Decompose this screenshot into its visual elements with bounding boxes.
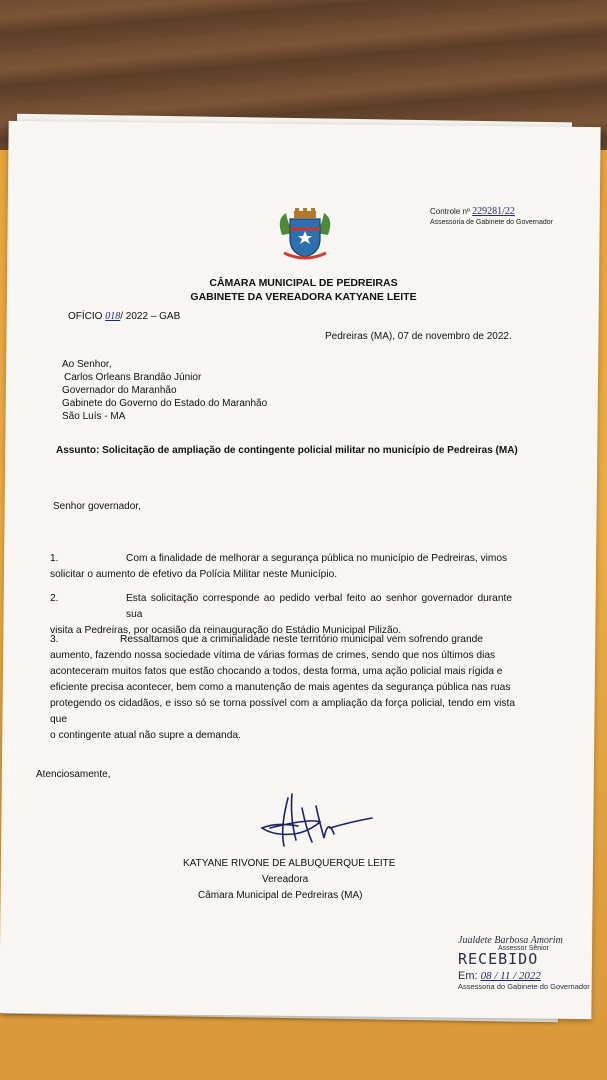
received-stamp-title: RECEBIDO: [458, 950, 539, 968]
paragraph-line: aconteceram muitos fatos que estão chocando a todos, desta forma, uma ação policial mais rígida e: [50, 666, 503, 677]
paragraph-line: solicitar o aumento de efetivo da Polícia Militar neste Município.: [50, 569, 338, 580]
recipient-line: Gabinete do Governo do Estado do Maranhão: [62, 398, 268, 409]
paragraph-line: Ressaltamos que a criminalidade neste território municipal vem sofrendo grande: [120, 634, 483, 645]
control-stamp-number: 229281/22: [472, 206, 515, 217]
signer-org: Câmara Municipal de Pedreiras (MA): [198, 890, 363, 901]
control-stamp-label: Controle nº: [430, 207, 470, 216]
header-line-1: CÂMARA MUNICIPAL DE PEDREIRAS: [209, 277, 398, 289]
oficio-reference: [68, 310, 180, 323]
recipient-line: Ao Senhor,: [62, 359, 112, 370]
received-stamp-date: 08 / 11 / 2022: [480, 970, 541, 982]
received-stamp: [458, 935, 590, 991]
control-stamp: [430, 206, 553, 228]
paragraph-line: protegendo os cidadãos, e isso só se torna possível com a ampliação da força policial, tendo em vista que: [50, 698, 515, 725]
paragraph-line: eficiente precisa acontecer, bem como a manutenção de mais agentes da segurança pública nas ruas: [50, 682, 511, 693]
paragraph-3: [50, 632, 515, 744]
recipient-line: Carlos Orleans Brandão Júnior: [64, 372, 202, 383]
paragraph-1: [50, 551, 510, 583]
municipal-crest-icon: [272, 205, 338, 263]
signer-role: Vereadora: [262, 874, 309, 885]
recipient-line: São Luís - MA: [62, 411, 126, 422]
recipient-block: [62, 358, 267, 423]
received-stamp-date-label: Em:: [458, 970, 478, 982]
received-stamp-signer: Jualdete Barbosa Amorim: [458, 935, 563, 946]
salutation: Senhor governador,: [53, 501, 141, 512]
recipient-line: Governador do Maranhão: [62, 385, 177, 396]
place-date: Pedreiras (MA), 07 de novembro de 2022.: [325, 331, 512, 342]
paragraph-number: 3.: [50, 634, 59, 645]
handwritten-signature: [250, 788, 380, 852]
paragraph-number: 1.: [50, 553, 59, 564]
received-stamp-signer-role: Assessor Sênior: [498, 945, 549, 952]
oficio-suffix: / 2022 – GAB: [120, 311, 181, 322]
signer-name: KATYANE RIVONE DE ALBUQUERQUE LEITE: [183, 858, 396, 869]
received-stamp-office: Assessoria do Gabinete do Governador: [458, 982, 590, 991]
paragraph-line: visita a Pedreiras, por ocasião da reinauguração do Estádio Municipal Pilizão.: [50, 625, 402, 636]
closing: Atenciosamente,: [36, 769, 111, 780]
subject-line: Assunto: Solicitação de ampliação de contingente policial militar no município de Pedreiras (MA): [56, 445, 518, 456]
paragraph-line: Esta solicitação corresponde ao pedido verbal feito ao senhor governador durante sua: [126, 593, 512, 620]
paragraph-line: aumento, fazendo nossa sociedade vítima de várias formas de crimes, sendo que nos últimos dias: [50, 650, 496, 661]
control-stamp-office: Assessoria de Gabinete do Governador: [430, 219, 553, 226]
paragraph-line: Com a finalidade de melhorar a segurança pública no município de Pedreiras, vimos: [126, 553, 508, 564]
paragraph-line: o contingente atual não supre a demanda.: [50, 730, 241, 741]
oficio-prefix: OFÍCIO: [68, 311, 103, 322]
header-line-2: GABINETE DA VEREADORA KATYANE LEITE: [190, 291, 417, 303]
oficio-number: 018: [105, 311, 121, 322]
paragraph-number: 2.: [50, 593, 59, 604]
